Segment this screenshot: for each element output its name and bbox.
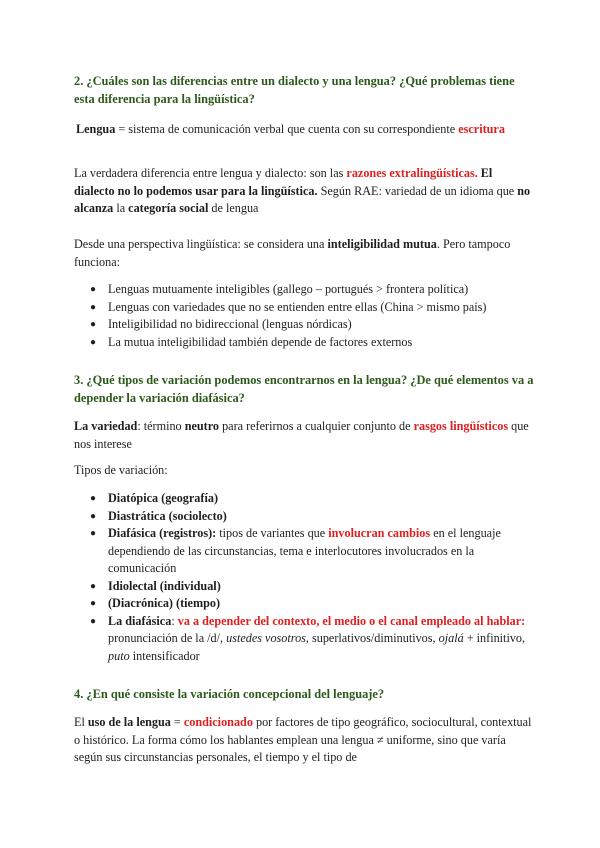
list-item [74, 613, 534, 666]
text-run: por factores de tipo geográfico, sociocultural, contextual o histórico. La forma cómo los hablantes emplean una lengua ≠ uniforme, sino que varía según sus circunstancias personales, el tiempo y el tipo de [74, 715, 532, 764]
bold-run: Diafásica (registros): [108, 526, 217, 540]
q3-bullet-list [74, 490, 534, 665]
escritura-highlight: escritura [458, 122, 505, 136]
bullet-icon: ● [89, 598, 97, 609]
text-run: en el lenguaje dependiendo de las circunstancias, tema e interlocutores involucrados en la comunicación [108, 526, 501, 575]
bold-run: categoría social [128, 201, 209, 215]
q4-paragraph [74, 714, 534, 767]
text-run: que nos interese [74, 419, 529, 451]
list-item-text: Diastrática (sociolecto) [108, 508, 227, 523]
text-run: + infinitivo, [463, 631, 526, 645]
bullet-icon: ● [89, 301, 97, 313]
list-item [74, 490, 534, 508]
types-label: Tipos de variación: [74, 463, 168, 477]
lengua-term: Lengua [76, 122, 116, 136]
text-run: = [170, 715, 184, 729]
list-item [74, 525, 534, 578]
list-item [74, 578, 534, 596]
text-run: El [74, 715, 88, 729]
list-item [74, 299, 534, 317]
bullet-icon: ● [89, 336, 97, 348]
context-highlight: va a depender del contexto, el medio o el canal empleado al hablar: [177, 613, 526, 628]
list-item-text: (Diacrónica) (tiempo) [108, 596, 221, 610]
bold-run: neutro [184, 419, 220, 433]
bold-run: uso de la lengua [87, 715, 171, 729]
q2-paragraph-2 [74, 236, 534, 271]
list-item [74, 508, 534, 526]
list-item [74, 595, 534, 613]
cambios-highlight: involucran cambios [328, 526, 431, 540]
text-run: de lengua [208, 201, 259, 215]
text-run: tipos de variantes que [216, 526, 329, 540]
equals-sign: = [115, 122, 129, 136]
q3-paragraph-1 [74, 418, 534, 453]
text-run: intensificador [129, 648, 200, 663]
question-4-heading: 4. ¿En qué consiste la variación concepcional del lenguaje? [74, 687, 385, 701]
bold-run: La variedad [74, 419, 138, 433]
bullet-icon: ● [89, 319, 97, 330]
text-run: . Pero tampoco funciona: [74, 237, 511, 269]
definition-text: sistema de comunicación verbal que cuenta con su correspondiente [128, 122, 459, 136]
italic-run: ojalá [438, 631, 464, 645]
bold-run: El dialecto no lo podemos usar para la lingüística. [74, 166, 493, 198]
bullet-icon: ● [89, 615, 97, 627]
bullet-icon: ● [89, 510, 97, 522]
extralinguistic-highlight: razones extralingüísticas. [346, 166, 478, 180]
rasgos-highlight: rasgos lingüísticos [413, 419, 509, 433]
list-item [74, 316, 534, 334]
list-item-text: Diatópica (geografía) [108, 491, 218, 505]
list-item-text: Idiolectal (individual) [108, 578, 221, 593]
list-item-text: Lenguas con variedades que no se entienden entre ellas (China > mismo país) [108, 299, 487, 314]
bullet-icon: ● [89, 580, 97, 592]
text-run: , superlativos/diminutivos, [305, 631, 439, 645]
italic-run: ustedes vosotros [226, 631, 306, 645]
q2-bullet-list [74, 281, 534, 351]
bold-run: La diafásica [108, 613, 172, 628]
q2-paragraph-1 [74, 165, 534, 218]
question-3-heading: 3. ¿Qué tipos de variación podemos encontrarnos en la lengua? ¿De qué elementos va a depender la variación diafásica? [74, 373, 534, 405]
list-item-text: La mutua inteligibilidad también depende de factores externos [108, 334, 413, 349]
bold-run: inteligibilidad mutua [327, 237, 437, 251]
condicionado-highlight: condicionado [183, 715, 253, 729]
text-run: Según RAE: variedad de un idioma que [317, 183, 518, 198]
text-run: Desde una perspectiva lingüística: se considera una [74, 237, 328, 251]
list-item [74, 334, 534, 352]
list-item-text: Inteligibilidad no bidireccional (lenguas nórdicas) [108, 317, 352, 331]
question-2-heading: 2. ¿Cuáles son las diferencias entre un dialecto y una lengua? ¿Qué problemas tiene esta diferencia para la lingüística? [74, 74, 515, 106]
bullet-icon: ● [89, 284, 97, 295]
text-run: : [171, 613, 178, 628]
list-item [74, 281, 534, 299]
text-run: la [113, 201, 129, 215]
text-run: : término [137, 419, 185, 433]
lengua-definition [76, 121, 536, 139]
text-run: La verdadera diferencia entre lengua y dialecto: son las [74, 166, 347, 180]
bullet-icon: ● [89, 493, 97, 504]
bold-run: no alcanza [74, 183, 531, 215]
text-run: para referirnos a cualquier conjunto de [219, 419, 414, 433]
bullet-icon: ● [89, 528, 97, 539]
text-run: pronunciación de la /d/, [108, 631, 227, 645]
list-item-text: Lenguas mutuamente inteligibles (gallego – portugués > frontera política) [108, 282, 469, 296]
italic-run: puto [108, 648, 130, 663]
